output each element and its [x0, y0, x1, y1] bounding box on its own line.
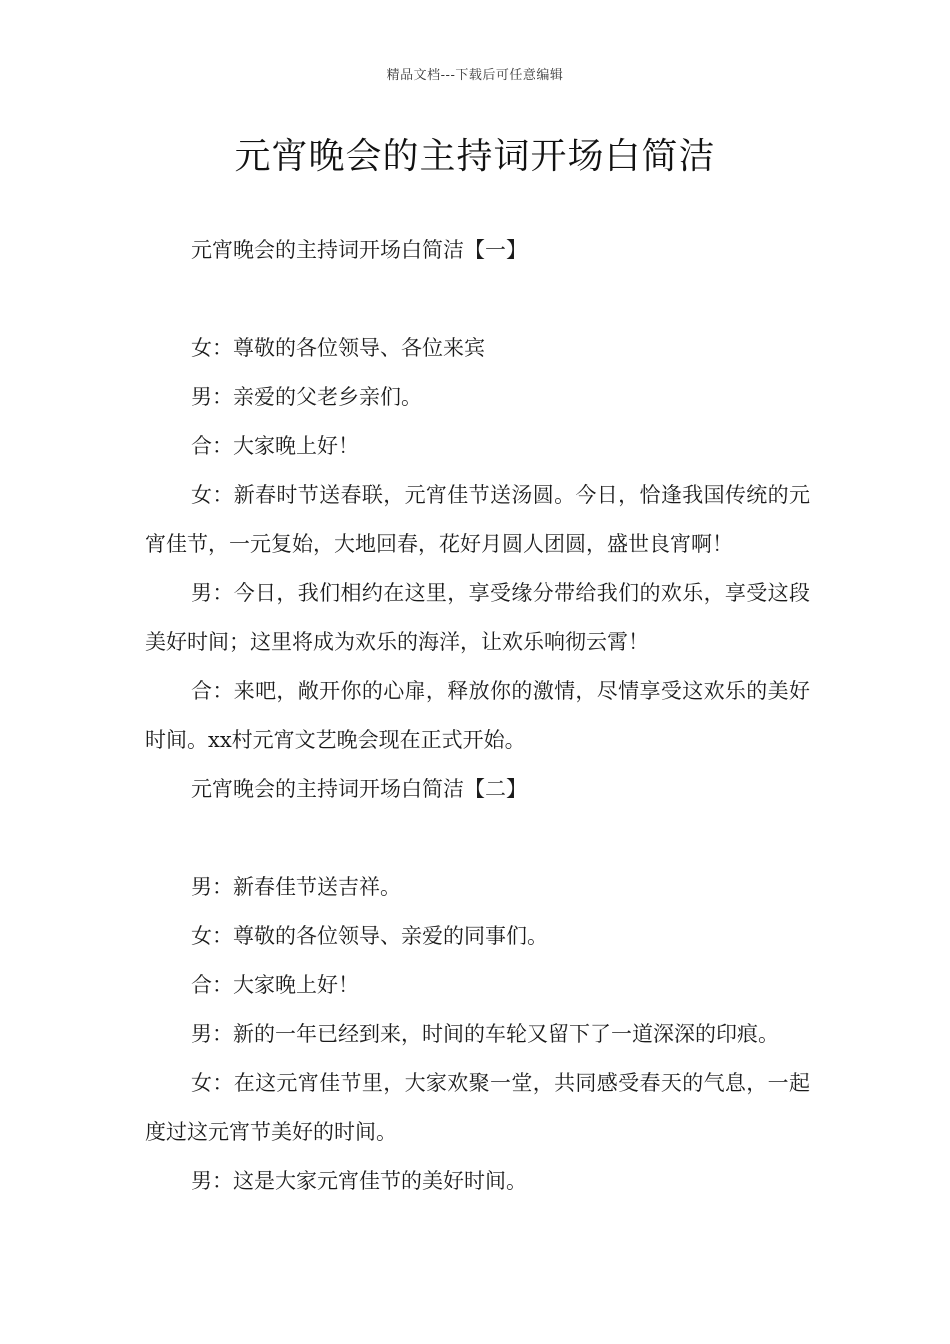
paragraph: 合：大家晚上好！ [191, 434, 359, 458]
blank-line [145, 275, 810, 324]
paragraph: 男：今日，我们相约在这里，享受缘分带给我们的欢乐，享受这段美好时间；这里将成为欢乐的海洋，让欢乐响彻云霄！ [145, 581, 810, 654]
section-heading-2: 元宵晚会的主持词开场白简洁【二】 [191, 777, 527, 801]
document-title: 元宵晚会的主持词开场白简洁 [234, 136, 716, 177]
paragraph: 女：尊敬的各位领导、亲爱的同事们。 [191, 924, 548, 948]
page-header: 精品文档---下载后可任意编辑 [386, 68, 564, 83]
blank-line [145, 814, 810, 863]
section-heading-1: 元宵晚会的主持词开场白简洁【一】 [191, 238, 527, 262]
paragraph: 女：在这元宵佳节里，大家欢聚一堂，共同感受春天的气息，一起度过这元宵节美好的时间。 [145, 1071, 810, 1144]
document-body [145, 226, 810, 1206]
paragraph: 女：新春时节送春联，元宵佳节送汤圆。今日，恰逢我国传统的元宵佳节，一元复始，大地回春，花好月圆人团圆，盛世良宵啊！ [145, 483, 810, 556]
paragraph: 男：新春佳节送吉祥。 [191, 875, 401, 899]
paragraph: 女：尊敬的各位领导、各位来宾 [191, 336, 485, 360]
paragraph: 男：这是大家元宵佳节的美好时间。 [191, 1169, 527, 1193]
paragraph: 合：大家晚上好！ [191, 973, 359, 997]
paragraph: 男：新的一年已经到来，时间的车轮又留下了一道深深的印痕。 [191, 1022, 779, 1046]
paragraph: 合：来吧，敞开你的心扉，释放你的激情，尽情享受这欢乐的美好时间。xx村元宵文艺晚会现在正式开始。 [145, 679, 810, 752]
paragraph: 男：亲爱的父老乡亲们。 [191, 385, 422, 409]
